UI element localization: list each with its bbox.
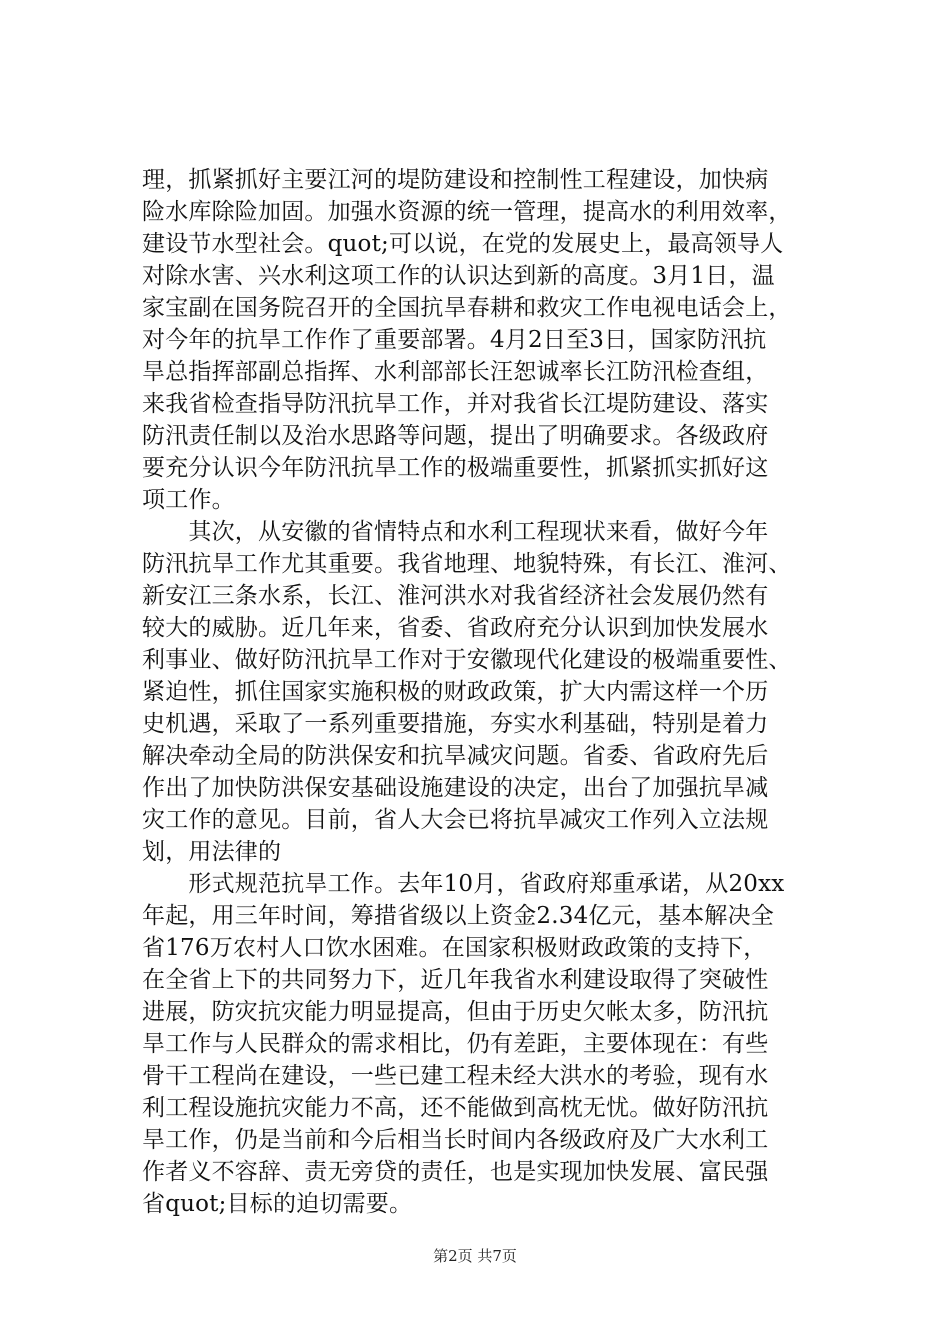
- text-line: 要充分认识今年防汛抗旱工作的极端重要性，抓紧抓实抓好这: [142, 455, 769, 481]
- text-line: 理，抓紧抓好主要江河的堤防建设和控制性工程建设，加快病: [142, 167, 769, 193]
- text-line: 防汛责任制以及治水思路等问题，提出了明确要求。各级政府: [142, 423, 769, 449]
- text-line: 对今年的抗旱工作作了重要部署。4月2日至3日，国家防汛抗: [142, 327, 767, 353]
- text-line: 家宝副在国务院召开的全国抗旱春耕和救灾工作电视电话会上，: [142, 295, 792, 321]
- text-line: 其次，从安徽的省情特点和水利工程现状来看，做好今年: [142, 519, 769, 545]
- text-line: 年起，用三年时间，筹措省级以上资金2.34亿元，基本解决全: [142, 903, 775, 929]
- text-line: 来我省检查指导防汛抗旱工作，并对我省长江堤防建设、落实: [142, 391, 769, 417]
- text-line: 项工作。: [142, 487, 235, 513]
- text-line: 新安江三条水系，长江、淮河洪水对我省经济社会发展仍然有: [142, 583, 769, 609]
- text-line: 旱工作与人民群众的需求相比，仍有差距，主要体现在：有些: [142, 1031, 769, 1057]
- text-line: 险水库除险加固。加强水资源的统一管理，提高水的利用效率，: [142, 199, 792, 225]
- text-line: 灾工作的意见。目前，省人大会已将抗旱减灾工作列入立法规: [142, 807, 769, 833]
- text-line: 骨干工程尚在建设，一些已建工程未经大洪水的考验，现有水: [142, 1063, 769, 1089]
- text-line: 史机遇，采取了一系列重要措施，夯实水利基础，特别是着力: [142, 711, 769, 737]
- text-line: 在全省上下的共同努力下，近几年我省水利建设取得了突破性: [142, 967, 769, 993]
- text-line: 解决牵动全局的防洪保安和抗旱减灾问题。省委、省政府先后: [142, 743, 769, 769]
- text-line: 利工程设施抗灾能力不高，还不能做到高枕无忧。做好防汛抗: [142, 1095, 769, 1121]
- body-text: [142, 164, 832, 1220]
- text-line: 建设节水型社会。quot;可以说，在党的发展史上，最高领导人: [142, 231, 784, 257]
- text-line: 防汛抗旱工作尤其重要。我省地理、地貌特殊，有长江、淮河、: [142, 551, 792, 577]
- text-line: 省176万农村人口饮水困难。在国家积极财政政策的支持下，: [142, 935, 767, 961]
- page-number-footer: 第2页 共7页: [433, 1247, 517, 1265]
- text-line: 作者义不容辞、责无旁贷的责任，也是实现加快发展、富民强: [142, 1159, 769, 1185]
- text-line: 紧迫性，抓住国家实施积极的财政政策，扩大内需这样一个历: [142, 679, 769, 705]
- text-line: 利事业、做好防汛抗旱工作对于安徽现代化建设的极端重要性、: [142, 647, 792, 673]
- text-line: 进展，防灾抗灾能力明显提高，但由于历史欠帐太多，防汛抗: [142, 999, 769, 1025]
- text-line: 旱总指挥部副总指挥、水利部部长汪恕诚率长江防汛检查组，: [142, 359, 769, 385]
- text-line: 作出了加快防洪保安基础设施建设的决定，出台了加强抗旱减: [142, 775, 769, 801]
- text-line: 较大的威胁。近几年来，省委、省政府充分认识到加快发展水: [142, 615, 769, 641]
- text-line: 对除水害、兴水利这项工作的认识达到新的高度。3月1日，温: [142, 263, 775, 289]
- text-line: 划，用法律的: [142, 839, 282, 865]
- text-line: 省quot;目标的迫切需要。: [142, 1191, 413, 1217]
- text-line: 形式规范抗旱工作。去年10月，省政府郑重承诺，从20xx: [142, 871, 785, 897]
- text-line: 旱工作，仍是当前和今后相当长时间内各级政府及广大水利工: [142, 1127, 769, 1153]
